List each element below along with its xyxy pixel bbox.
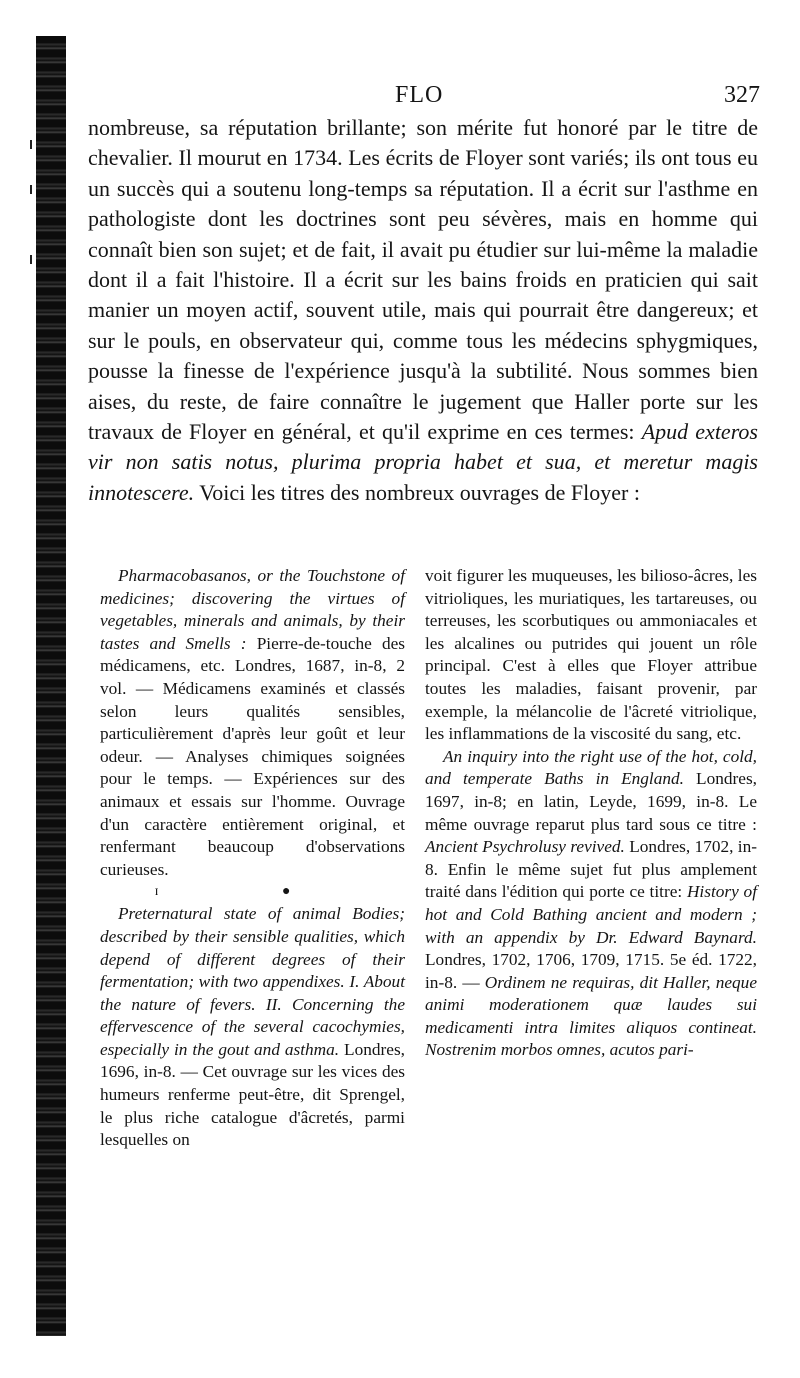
bibliography-entry (100, 565, 405, 881)
entry-body: Londres, 1702, 1706, 1709, 1715. 5e éd. 1722, in-8. — (425, 950, 757, 992)
entry-title: History of hot and Cold Bathing ancient and modern ; with an appendix by Dr. Edward Baynard. (425, 882, 757, 947)
main-paragraph (88, 113, 758, 508)
continued-text: voit figurer les muqueuses, les bilioso-âcres, les vitrioliques, les muriatiques, les tartareuses, ou terreuses, les scorbutiques ou ammoniacales et les alcalines ou putrides qui jouent un rôle principal. C'est à elles que Floyer attribue toutes les maladies, faisant provenir, par exemple, la mélancolie de l'âcreté vitriolique, les inflammations de la viscosité du sang, etc. (425, 566, 757, 744)
binding-edge-strip (36, 36, 66, 1336)
main-text-block (88, 113, 758, 508)
bibliography-entry (100, 903, 405, 1152)
entry-title: Pharmacobasanos, or the Touchstone of medicines; discovering the virtues of vegetables, minerals and animals, by their tastes and Smells : (100, 566, 405, 653)
running-head: FLO (395, 82, 444, 108)
latin-quote: Apud exteros vir non satis notus, plurima propria habet et sua, et meretur magis innotescere. (88, 419, 758, 505)
page-number: 327 (724, 82, 760, 108)
bibliography-entry (425, 746, 757, 1062)
margin-mark (30, 185, 32, 194)
right-column (425, 565, 757, 1062)
entry-title: An inquiry into the right use of the hot, cold, and temperate Baths in England. (425, 746, 757, 789)
latin-citation: Ordinem ne requiras, dit Haller, neque animi moderationem quæ laudes sui medicamenti intra limites aliquos contineat. Nostrenim morbos omnes, acutos pari- (425, 972, 757, 1060)
entry-body: Londres, 1696, in-8. — Cet ouvrage sur les vices des humeurs renferme peut-être, dit Sprengel, le plus riche catalogue d'âcretés, parmi lesquelles on (100, 1039, 405, 1150)
paragraph-body: nombreuse, sa réputation brillante; son mérite fut honoré par le titre de chevalier. Il mourut en 1734. Les écrits de Floyer sont variés; ils ont tous eu un succès qui a soutenu long-temps sa réputation. Il a écrit sur l'asthme en pathologiste dont les doctrines sont peu sévères, mais en homme qui connaît bien son sujet; et de fait, il avait pu étudier sur lui-même la maladie dont il a fait l'histoire. Il a écrit sur les bains froids en praticien qui sait manier un moyen actif, souvent utile, mais qui pourrait être dangereux; et sur le pouls, en observateur qui, comme tous les médecins sphygmiques, pousse la finesse de l'expérience jusqu'à la subtilité. Nous sommes bien aises, du reste, de faire connaître le jugement que Haller porte sur les travaux de Floyer en général, et qu'il exprime en ces termes: (88, 115, 758, 445)
margin-mark (30, 255, 32, 264)
entry-body: Pierre-de-touche des médicamens, etc. Londres, 1687, in-8, 2 vol. — Médicamens examinés et classés selon leurs qualités sensibles, particulièrement d'après leur goût et leur odeur. — Analyses chimiques soignées pour le temps. — Expériences sur des animaux et essais sur l'homme. Ouvrage d'un caractère entièrement original, et renfermant beaucoup d'observations curieuses. (100, 633, 405, 879)
closing-sentence: Voici les titres des nombreux ouvrages de Floyer : (199, 479, 640, 505)
printer-marks: ɪ ● (154, 884, 351, 900)
entry-alt-title: Ancient Psychrolusy revived. (425, 837, 625, 857)
entry-body: Londres, 1702, in-8. Enfin le même sujet fut plus amplement traité dans l'édition qui porte ce titre: (425, 837, 757, 902)
margin-mark (30, 140, 32, 149)
entry-body: Londres, 1697, in-8; en latin, Leyde, 1699, in-8. Le même ouvrage reparut plus tard sous ce titre : (425, 769, 757, 834)
left-column (100, 565, 405, 1152)
entry-title: Preternatural state of animal Bodies; described by their sensible qualities, which depend of different degrees of their fermentation; with two appendixes. I. About the nature of fevers. II. Concerning the effervescence of the several cacochymies, especially in the gout and asthma. (100, 904, 405, 1059)
